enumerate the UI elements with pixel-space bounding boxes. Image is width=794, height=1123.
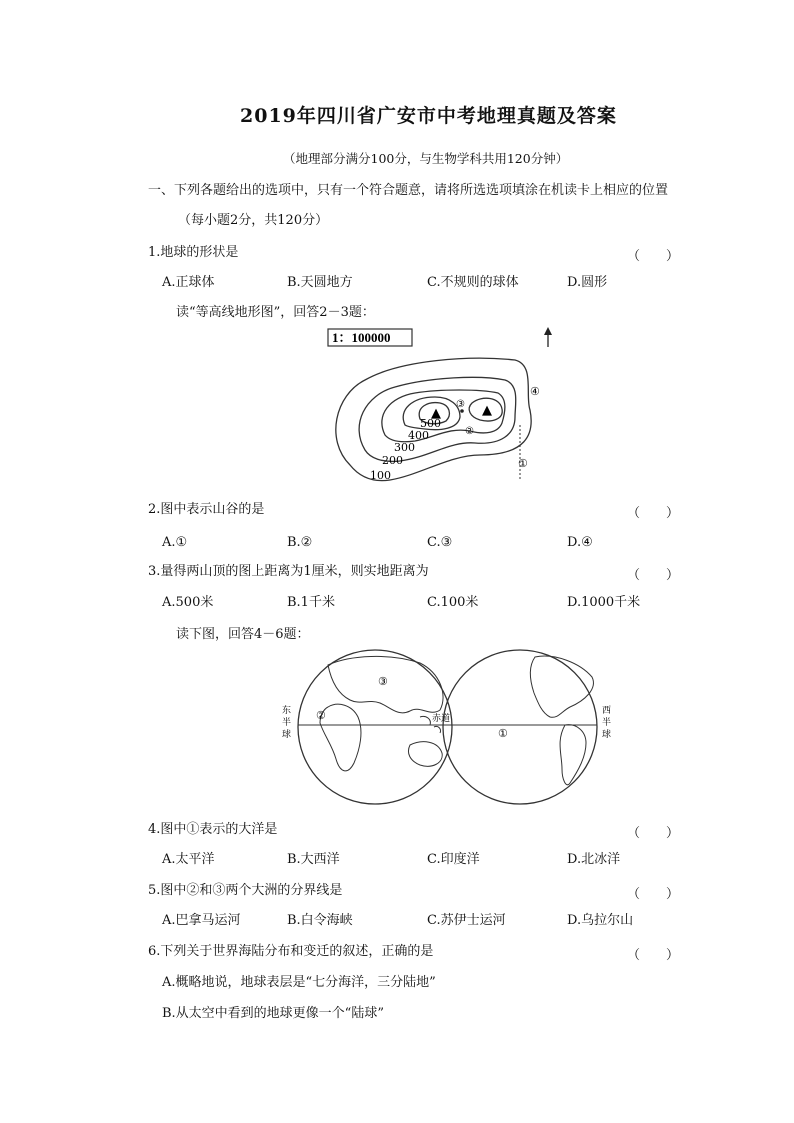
west-label-3: 球	[602, 730, 612, 740]
question-6-option-a: A.概略地说，地球表层是“七分海洋，三分陆地”	[162, 975, 436, 990]
section-heading: 一、下列各题给出的选项中，只有一个符合题意，请将所选选项填涂在机读卡上相应的位置	[148, 183, 669, 198]
map-marker-1: ①	[498, 727, 508, 740]
question-4-option-d: D.北冰洋	[567, 852, 621, 867]
contour-label-300: 300	[394, 441, 415, 454]
peak-west: ▲	[431, 406, 441, 421]
map-marker-3: ③	[378, 675, 388, 688]
answer-bracket-1[interactable]: （ ）	[627, 249, 680, 264]
question-1-stem: 1.地球的形状是	[148, 245, 239, 260]
west-label-1: 西	[602, 706, 612, 716]
east-label-1: 东	[282, 706, 292, 716]
marker-1: ①	[518, 457, 528, 470]
contour-label-200: 200	[382, 454, 403, 467]
contour-label-500: 500	[420, 417, 441, 430]
answer-bracket-3[interactable]: （ ）	[627, 568, 680, 583]
page-subtitle: （地理部分满分100分，与生物学科共用120分钟）	[283, 151, 569, 166]
page-title: 2019年四川省广安市中考地理真题及答案	[240, 105, 617, 127]
answer-bracket-6[interactable]: （ ）	[627, 948, 680, 963]
marker-4: ④	[530, 385, 540, 398]
hemisphere-intro: 读下图，回答4－6题：	[176, 627, 310, 642]
equator-label: 赤道	[432, 714, 451, 724]
question-4-option-b: B.大西洋	[287, 852, 340, 867]
east-label-2: 半	[282, 718, 292, 728]
question-5-option-c: C.苏伊士运河	[427, 913, 506, 928]
question-1-option-a: A.正球体	[162, 275, 215, 290]
west-label-2: 半	[602, 718, 612, 728]
question-3-option-a: A.500米	[162, 595, 214, 610]
north-arrow-head	[544, 327, 552, 335]
question-3-option-c: C.100米	[427, 595, 479, 610]
question-2-stem: 2.图中表示山谷的是	[148, 502, 265, 517]
question-3-stem: 3.量得两山顶的图上距离为1厘米，则实地距离为	[148, 564, 429, 579]
scale-label: 1：100000	[332, 330, 391, 345]
question-2-option-d: D.④	[567, 535, 593, 550]
contour-label-100: 100	[370, 469, 391, 482]
question-5-option-d: D.乌拉尔山	[567, 913, 634, 928]
question-1-option-d: D.圆形	[567, 275, 608, 290]
question-5-stem: 5.图中②和③两个大洲的分界线是	[148, 883, 343, 898]
western-hemisphere	[443, 650, 597, 804]
question-3-option-b: B.1千米	[287, 595, 335, 610]
landmass-south-america	[560, 725, 586, 785]
question-4-option-c: C.印度洋	[427, 852, 480, 867]
answer-bracket-4[interactable]: （ ）	[627, 826, 680, 841]
answer-bracket-2[interactable]: （ ）	[627, 506, 680, 521]
contour-intro: 读“等高线地形图”，回答2－3题：	[176, 305, 375, 320]
section-note: （每小题2分，共120分）	[178, 213, 329, 228]
question-1-option-b: B.天圆地方	[287, 275, 353, 290]
question-5-option-b: B.白令海峡	[287, 913, 353, 928]
question-3-option-d: D.1000千米	[567, 595, 641, 610]
question-2-option-c: C.③	[427, 535, 453, 550]
landmass-australia	[408, 742, 442, 767]
question-2-option-a: A.①	[162, 535, 188, 550]
marker-2: ②	[465, 426, 474, 437]
contour-label-400: 400	[408, 429, 429, 442]
east-label-3: 球	[282, 730, 292, 740]
question-5-option-a: A.巴拿马运河	[162, 913, 241, 928]
question-4-stem: 4.图中①表示的大洋是	[148, 822, 278, 837]
question-1-option-c: C.不规则的球体	[427, 275, 519, 290]
question-6-stem: 6.下列关于世界海陆分布和变迁的叙述，正确的是	[148, 944, 434, 959]
map-marker-2: ②	[316, 709, 326, 722]
marker-3: ③	[456, 399, 465, 410]
hemisphere-map	[280, 645, 620, 810]
contour-map	[320, 325, 560, 490]
question-2-option-b: B.②	[287, 535, 313, 550]
answer-bracket-5[interactable]: （ ）	[627, 887, 680, 902]
peak-east: ▲	[482, 403, 492, 418]
question-4-option-a: A.太平洋	[162, 852, 215, 867]
question-6-option-b: B.从太空中看到的地球更像一个“陆球”	[162, 1006, 384, 1021]
landmass-north-america	[530, 656, 593, 717]
landmass-africa	[320, 704, 361, 771]
